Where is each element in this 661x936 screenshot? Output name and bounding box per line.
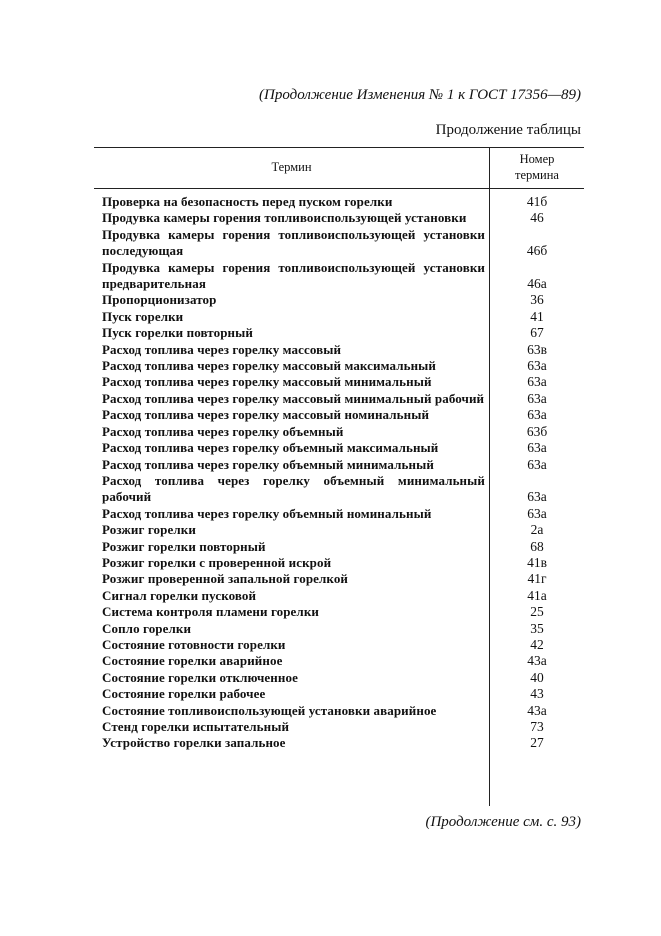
term-cell: Расход топлива через горелку массовый максимальный [102, 358, 437, 374]
table-row [94, 506, 584, 522]
term-number-cell: 46а [527, 276, 547, 292]
table-body [94, 194, 584, 752]
table-row [94, 686, 584, 702]
term-number-cell: 2а [530, 522, 544, 538]
term-number-cell: 43а [527, 653, 547, 669]
table-row [94, 374, 584, 390]
term-cell: Расход топлива через горелку массовый минимальный [102, 374, 432, 390]
term-cell: Состояние горелки отключенное [102, 669, 298, 685]
term-cell: Пуск горелки [102, 308, 184, 324]
table-row [94, 342, 584, 358]
table-row [94, 260, 584, 293]
term-cell: Система контроля пламени горелки [102, 604, 320, 620]
term-number-cell: 63а [527, 374, 547, 390]
term-number-cell: 63а [527, 407, 547, 423]
document-header-note: (Продолжение Изменения № 1 к ГОСТ 17356—89) [259, 87, 581, 103]
table-row [94, 210, 584, 226]
term-cell: Расход топлива через горелку объемный номинальный [102, 505, 432, 521]
term-cell: Расход топлива через горелку объемный максимальный [102, 440, 439, 456]
table-row [94, 522, 584, 538]
term-number-cell: 63а [527, 390, 547, 406]
term-number-cell: 25 [530, 604, 544, 620]
table-row [94, 604, 584, 620]
term-cell: Стенд горелки испытательный [102, 719, 290, 734]
term-number-cell: 73 [530, 719, 544, 734]
table-row [94, 571, 584, 587]
term-cell: Розжиг горелки повторный [102, 538, 266, 554]
term-cell: Продувка камеры горения топливоиспользующей установки предварительная [102, 259, 485, 292]
term-cell: Расход топлива через горелку объемный минимальный рабочий [102, 472, 485, 505]
table-row [94, 440, 584, 456]
table-row [94, 637, 584, 653]
term-cell: Пропорционизатор [102, 292, 217, 308]
term-number-cell: 63а [527, 440, 547, 456]
table-row [94, 555, 584, 571]
term-cell: Состояние топливоиспользующей установки аварийное [102, 702, 437, 718]
term-number-cell: 41 [530, 308, 544, 324]
term-number-cell: 40 [530, 669, 544, 685]
term-number-cell: 63в [527, 341, 547, 357]
table-row [94, 653, 584, 669]
term-cell: Сигнал горелки пусковой [102, 587, 257, 603]
term-cell: Проверка на безопасность перед пуском горелки [102, 194, 393, 209]
table-row [94, 424, 584, 440]
table-row [94, 407, 584, 423]
term-cell: Расход топлива через горелку массовый [102, 341, 342, 357]
term-cell: Состояние горелки аварийное [102, 653, 283, 669]
term-cell: Розжиг горелки [102, 522, 196, 538]
term-cell: Продувка камеры горения топливоиспользующей установки последующая [102, 226, 485, 259]
term-cell: Состояние готовности горелки [102, 636, 286, 652]
term-cell: Продувка камеры горения топливоиспользующей установки [102, 210, 467, 226]
table-row [94, 194, 584, 210]
term-number-cell: 63а [527, 456, 547, 472]
table-row [94, 539, 584, 555]
table-row [94, 358, 584, 374]
column-header-number-line1: Номер [519, 152, 555, 166]
term-number-cell: 41б [526, 194, 548, 209]
table-row [94, 473, 584, 506]
term-number-cell: 46б [526, 243, 548, 259]
term-number-cell: 63б [526, 423, 548, 439]
term-number-cell: 63а [527, 505, 547, 521]
term-cell: Розжиг горелки с проверенной искрой [102, 554, 332, 570]
term-number-cell: 46 [530, 210, 544, 226]
term-cell: Пуск горелки повторный [102, 325, 253, 341]
term-cell: Розжиг проверенной запальной горелкой [102, 571, 349, 587]
term-number-cell: 36 [530, 292, 544, 308]
table-row [94, 391, 584, 407]
term-cell: Расход топлива через горелку объемный минимальный [102, 456, 434, 472]
term-cell: Состояние горелки рабочее [102, 686, 266, 702]
term-number-cell: 67 [530, 325, 544, 341]
column-header-number-line2: термина [515, 168, 559, 182]
term-number-cell: 68 [530, 538, 544, 554]
column-header-number [490, 151, 584, 183]
term-cell: Сопло горелки [102, 620, 192, 636]
table-row [94, 670, 584, 686]
table-row [94, 588, 584, 604]
term-number-cell: 41в [527, 554, 547, 570]
term-number-cell: 41г [527, 571, 547, 587]
term-cell: Устройство горелки запальное [102, 735, 286, 751]
column-header-term: Термин [271, 160, 312, 174]
term-number-cell: 43 [530, 686, 544, 702]
table-row [94, 457, 584, 473]
term-number-cell: 42 [530, 636, 544, 652]
table-header-divider [94, 188, 584, 189]
table-row [94, 309, 584, 325]
table-caption: Продолжение таблицы [435, 122, 581, 138]
table-top-rule [94, 147, 584, 148]
term-number-cell: 63а [527, 489, 547, 505]
term-number-cell: 63а [527, 358, 547, 374]
term-cell: Расход топлива через горелку объемный [102, 423, 344, 439]
table-row [94, 227, 584, 260]
term-number-cell: 43а [527, 702, 547, 718]
table-row [94, 735, 584, 751]
term-number-cell: 27 [530, 735, 544, 751]
table-row [94, 719, 584, 735]
table-row [94, 292, 584, 308]
term-cell: Расход топлива через горелку массовый номинальный [102, 407, 430, 423]
term-cell: Расход топлива через горелку массовый минимальный рабочий [102, 390, 485, 406]
term-number-cell: 41а [527, 587, 547, 603]
table-row [94, 621, 584, 637]
term-number-cell: 35 [530, 620, 544, 636]
document-footer-note: (Продолжение см. с. 93) [425, 814, 581, 830]
table-row [94, 703, 584, 719]
table-row [94, 325, 584, 341]
